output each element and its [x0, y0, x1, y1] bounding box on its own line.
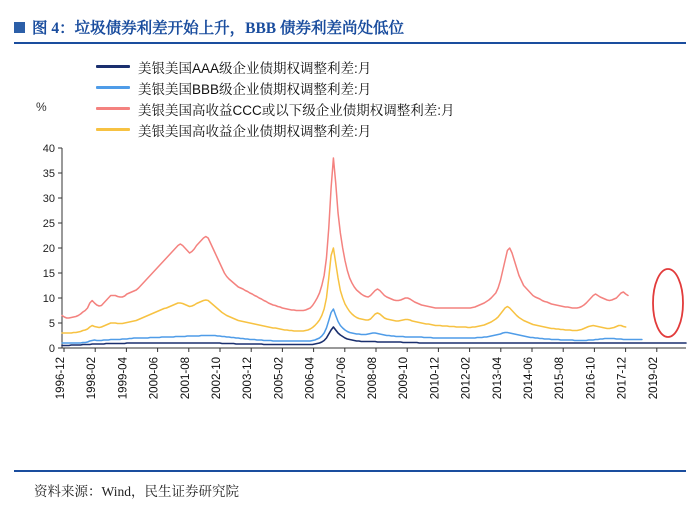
series-line-2 — [62, 158, 628, 318]
red-ellipse-annotation — [653, 269, 683, 337]
y-tick-label: 0 — [48, 343, 55, 355]
x-tick-label: 1996-12 — [55, 357, 67, 400]
x-tick-label: 1998-02 — [86, 357, 99, 400]
figure-title: 图 4：垃圾债券利差开始上升，BBB 债券利差尚处低位 — [32, 20, 405, 37]
x-tick-label: 2010-12 — [429, 357, 442, 400]
y-tick-label: 35 — [42, 168, 55, 180]
x-tick-label: 2009-10 — [398, 357, 411, 400]
legend-label-ccc: 美银美国高收益CCC或以下级企业债期权调整利差:月 — [138, 102, 455, 118]
x-tick-label: 2003-12 — [242, 357, 255, 400]
x-tick-label: 2000-06 — [148, 357, 161, 400]
legend-label-hy: 美银美国高收益企业债期权调整利差:月 — [138, 123, 372, 139]
x-tick-label: 2005-02 — [273, 357, 286, 400]
x-tick-label: 2019-02 — [647, 357, 660, 400]
y-tick-label: 15 — [42, 268, 55, 280]
legend-label-bbb: 美银美国BBB级企业债期权调整利差:月 — [138, 81, 372, 97]
y-tick-label: 20 — [42, 243, 55, 255]
series-line-3 — [62, 248, 626, 333]
y-axis-unit-label: % — [36, 100, 47, 114]
x-tick-label: 2012-02 — [460, 357, 473, 400]
x-tick-label: 2007-06 — [335, 357, 348, 400]
x-tick-label: 2006-04 — [304, 357, 317, 400]
source-note: 资料来源：Wind，民生证券研究院 — [34, 484, 239, 499]
x-tick-label: 2016-10 — [585, 357, 598, 400]
series-line-0 — [62, 327, 686, 346]
footer-divider — [14, 470, 686, 472]
x-tick-label: 2002-10 — [211, 357, 223, 400]
y-tick-label: 40 — [42, 143, 55, 155]
x-tick-label: 2015-08 — [554, 357, 567, 400]
y-tick-label: 10 — [42, 293, 55, 305]
x-tick-label: 1999-04 — [117, 357, 130, 400]
x-tick-label: 2014-06 — [523, 357, 535, 400]
legend-label-aaa: 美银美国AAA级企业债期权调整利差:月 — [138, 60, 372, 76]
x-tick-label: 2013-04 — [491, 357, 504, 400]
y-tick-label: 5 — [48, 318, 55, 330]
x-tick-label: 2001-08 — [179, 357, 192, 400]
x-tick-label: 2008-08 — [367, 357, 379, 400]
x-tick-label: 2017-12 — [616, 357, 629, 400]
y-tick-label: 25 — [42, 218, 55, 230]
y-tick-label: 30 — [42, 193, 55, 205]
